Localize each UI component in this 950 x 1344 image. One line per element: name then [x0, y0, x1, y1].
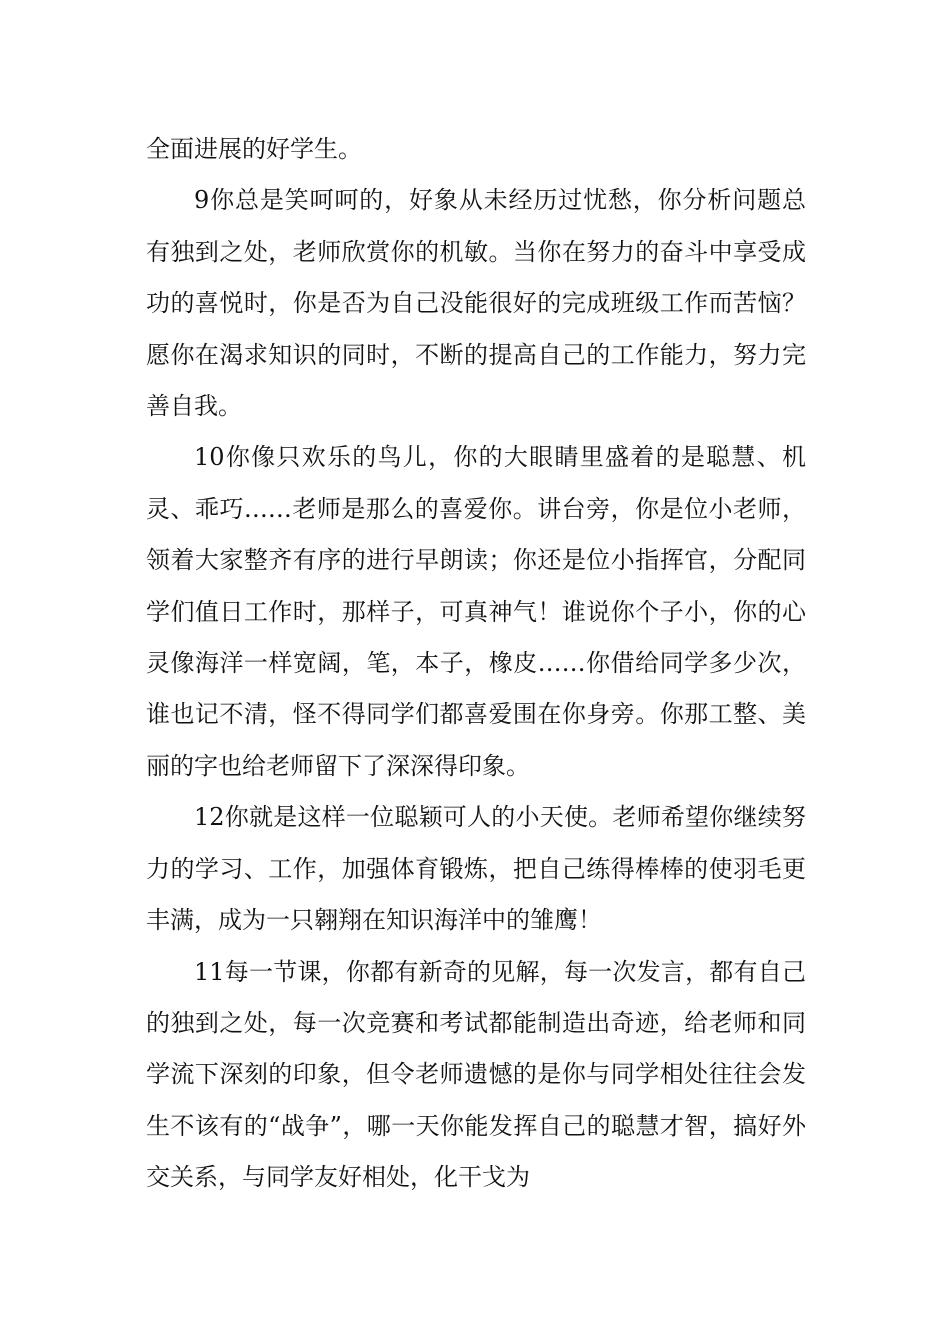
paragraph-continuation: 全面进展的好学生。 [146, 135, 362, 163]
paragraph-comment-12: 12你就是这样一位聪颖可人的小天使。老师希望你继续努力的学习、工作，加强体育锻炼，把自己练得棒棒的使羽毛更丰满，成为一只翱翔在知识海洋中的雏鹰！ [146, 803, 806, 935]
paragraph-comment-11: 11每一节课，你都有新奇的见解，每一次发言，都有自己的独到之处，每一次竞赛和考试都能制造出奇迹，给老师和同学流下深刻的印象，但令老师遗憾的是你与同学相处往往会发生不该有的“战争”，哪一天你能发挥自己的聪慧才智，搞好外交关系，与同学友好相处，化干戈为 [146, 957, 806, 1192]
paragraph-comment-10: 10你像只欢乐的鸟儿，你的大眼睛里盛着的是聪慧、机灵、乖巧……老师是那么的喜爱你。讲台旁，你是位小老师，领着大家整齐有序的进行早朗读；你还是位小指挥官，分配同学们值日工作时，那样子，可真神气！谁说你个子小，你的心灵像海洋一样宽阔，笔，本子，橡皮……你借给同学多少次，谁也记不清，怪不得同学们都喜爱围在你身旁。你那工整、美丽的字也给老师留下了深深得印象。 [146, 443, 806, 780]
document-body [146, 124, 806, 1204]
paragraph-comment-9: 9你总是笑呵呵的，好象从未经历过忧愁，你分析问题总有独到之处，老师欣赏你的机敏。当你在努力的奋斗中享受成功的喜悦时，你是否为自己没能很好的完成班级工作而苦恼？愿你在渴求知识的同时，不断的提高自己的工作能力，努力完善自我。 [146, 186, 806, 421]
